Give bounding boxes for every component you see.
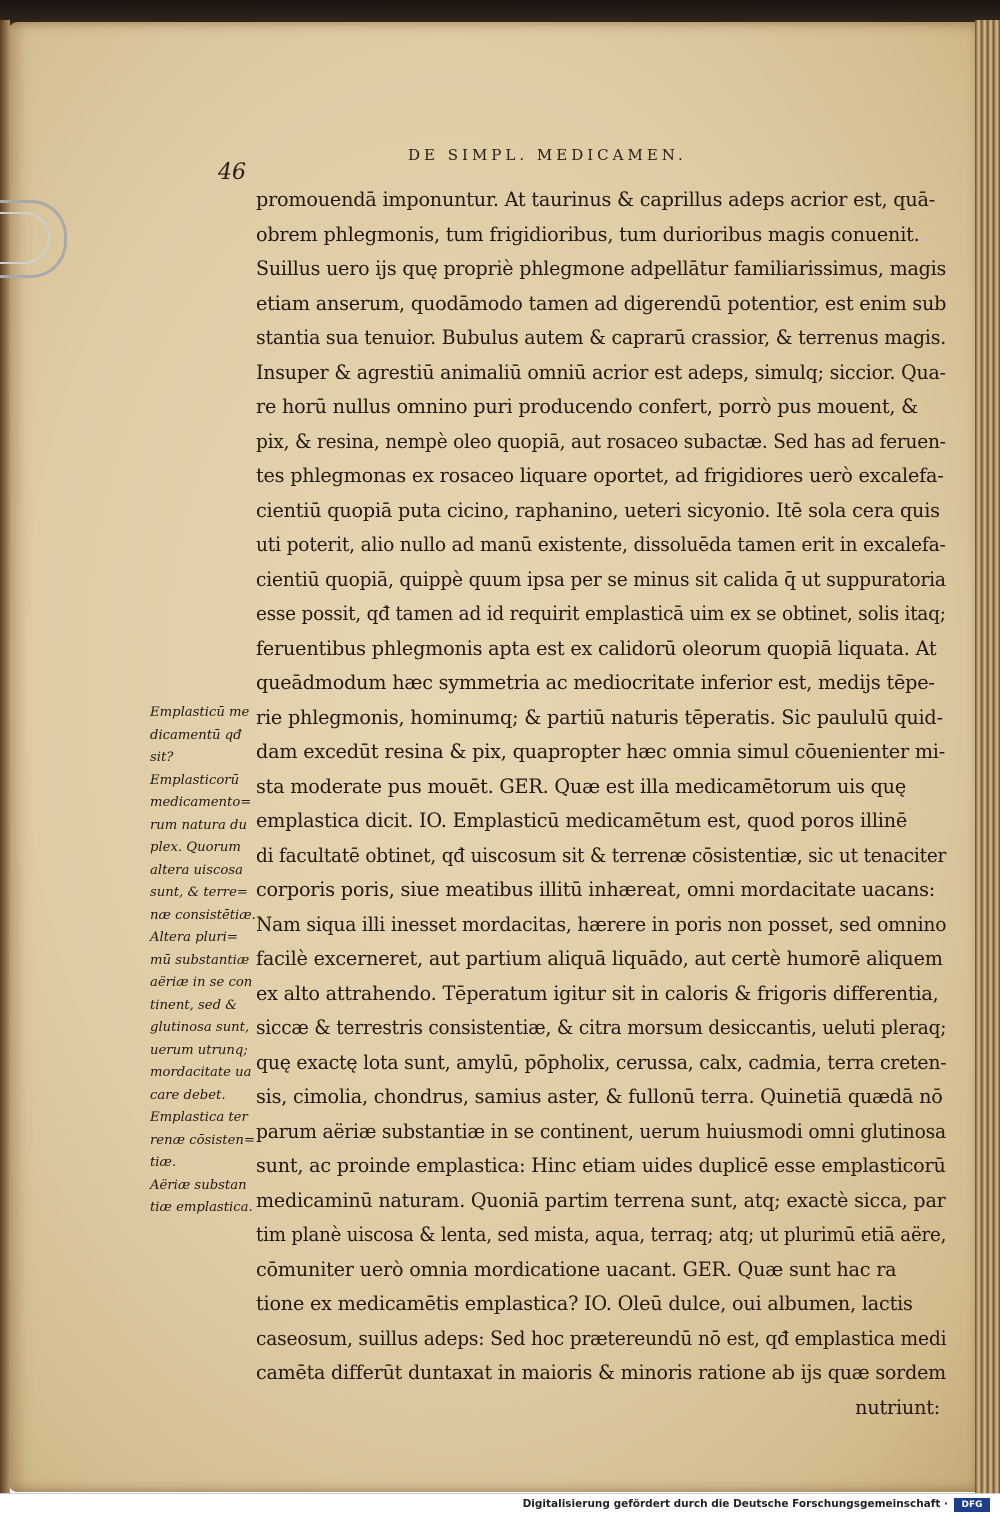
margin-note-line: renæ cōsisten=: [150, 1132, 255, 1148]
text-line: queādmodum hæc symmetria ac mediocritate inferior est, medijs tēpe-: [256, 671, 935, 694]
text-line: Suillus uero ijs quę propriè phlegmone adpellātur familiarissimus, magis: [256, 257, 947, 280]
margin-note-line: Aëriæ substan: [150, 1177, 247, 1193]
text-line: camēta differūt duntaxat in maioris & minoris ratione ab ijs quæ sordem: [256, 1361, 947, 1384]
margin-note-line: altera uiscosa: [150, 862, 243, 878]
margin-note-line: aëriæ in se con: [150, 975, 253, 990]
margin-note-line: plex. Quorum: [150, 840, 241, 855]
text-line: cientiū quopiā, quippè quum ipsa per se minus sit calida q̄ ut suppuratoria: [256, 567, 946, 591]
margin-note-line: Altera pluri=: [150, 930, 238, 945]
page-number: 46: [218, 160, 246, 185]
footer-strip: [0, 1493, 1000, 1516]
text-line: pix, & resina, nempè oleo quopiā, aut rosaceo subactæ. Sed has ad feruen-: [256, 429, 946, 453]
text-line: di facultatē obtinet, qđ uiscosum sit & terrenæ cōsistentiæ, sic ut tenaciter: [256, 843, 947, 867]
margin-note-line: glutinosa sunt,: [150, 1020, 250, 1035]
text-line: esse possit, qđ tamen ad id requirit emplasticā uim ex se obtinet, solis itaq;: [256, 602, 946, 625]
margin-note-line: næ consistētiæ.: [150, 907, 256, 923]
text-line: Nam siqua illi inesset mordacitas, hærere in poris non posset, sed omnino: [256, 912, 947, 936]
margin-note-line: sit?: [150, 750, 174, 765]
text-line: facilè excerneret, aut partium aliquā liquādo, aut certè humorē aliquem: [256, 947, 943, 970]
catchword: nutriunt:: [855, 1395, 940, 1419]
text-line: quę exactę lota sunt, amylū, pōpholix, cerussa, calx, cadmia, terra creten-: [256, 1050, 947, 1074]
margin-note-line: Emplastica ter: [150, 1110, 248, 1125]
margin-note-line: rum natura du: [150, 817, 247, 833]
margin-notes: [150, 702, 262, 1220]
footer-credit: Digitalisierung gefördert durch die Deutsche Forschungsgemeinschaft ·: [522, 1498, 948, 1510]
text-line: tim planè uiscosa & lenta, sed mista, aqua, terraq; atq; ut plurimū etiā aëre,: [256, 1223, 947, 1246]
margin-note-line: tinent, sed &: [150, 997, 237, 1013]
text-line: re horū nullus omnino puri producendo confert, porrò pus mouent, &: [256, 395, 919, 418]
text-line: uti poterit, alio nullo ad manū existente, dissoluēda tamen erit in excalefa-: [256, 533, 946, 556]
margin-note-line: tiæ emplastica.: [150, 1200, 253, 1215]
text-line: etiam anserum, quodāmodo tamen ad digerendū potentior, est enim sub: [256, 291, 947, 315]
text-line: rie phlegmonis, hominumq; & partiū naturis tēperatis. Sic paululū quid-: [256, 705, 943, 729]
margin-note-line: Emplasticorū: [150, 772, 240, 788]
text-line: emplastica dicit. IO. Emplasticū medicamētum est, quod poros illinē: [256, 809, 908, 832]
text-line: sunt, ac proinde emplastica: Hinc etiam uides duplicē esse emplasticorū: [256, 1154, 946, 1177]
main-text-block: [256, 183, 946, 1425]
margin-note-line: Emplasticū me: [150, 705, 250, 720]
margin-note-line: uerum utrunq;: [150, 1042, 248, 1058]
margin-note-line: care debet.: [150, 1087, 226, 1103]
margin-note-line: sunt, & terre=: [150, 885, 248, 900]
text-line: medicaminū naturam. Quoniā partim terrena sunt, atq; exactè sicca, par: [256, 1188, 946, 1212]
margin-note-line: medicamento=: [150, 795, 252, 810]
text-line: cōmuniter uerò omnia mordicatione uacant. GER. Quæ sunt hac ra: [256, 1257, 897, 1281]
text-line: obrem phlegmonis, tum frigidioribus, tum durioribus magis conuenit.: [256, 222, 920, 246]
text-line: sta moderate pus mouēt. GER. Quæ est illa medicamētorum uis quę: [256, 774, 906, 798]
margin-note-line: dicamentū qđ: [150, 727, 242, 743]
text-line: tione ex medicamētis emplastica? IO. Oleū dulce, oui albumen, lactis: [256, 1292, 913, 1315]
text-line: promouendā imponuntur. At taurinus & caprillus adeps acrior est, quā-: [256, 188, 936, 211]
text-line: sis, cimolia, chondrus, samius aster, & fullonū terra. Quinetiā quædā nō: [256, 1085, 943, 1108]
text-line: ex alto attrahendo. Tēperatum igitur sit in caloris & frigoris differentia,: [256, 981, 939, 1005]
text-line: Insuper & agrestiū animaliū omniū acrior est adeps, simulq; siccior. Qua-: [256, 360, 946, 384]
text-line: cientiū quopiā puta cicino, raphanino, ueteri sicyonio. Itē sola cera quis: [256, 498, 940, 522]
text-line: corporis poris, siue meatibus illitū inhæreat, omni mordacitate uacans:: [256, 878, 936, 901]
margin-note-line: tiæ.: [150, 1155, 177, 1170]
margin-note-line: mū substantiæ: [150, 952, 250, 968]
text-line: stantia sua tenuior. Bubulus autem & caprarū crassior, & terrenus magis.: [256, 326, 946, 349]
text-line: feruentibus phlegmonis apta est ex calidorū oleorum quopiā liquata. At: [256, 636, 937, 660]
text-line: siccæ & terrestris consistentiæ, & citra morsum desiccantis, ueluti pleraq;: [256, 1016, 947, 1039]
book-page-edges: [975, 20, 1000, 1495]
paper-clip-inner: [0, 212, 50, 264]
running-head: DE SIMPL. MEDICAMEN.: [408, 146, 687, 164]
margin-note-line: mordacitate ua: [150, 1065, 252, 1080]
dfg-logo: DFG: [954, 1498, 990, 1512]
text-line: caseosum, suillus adeps: Sed hoc prætereundū nō est, qđ emplastica medi: [256, 1326, 947, 1350]
text-line: dam excedūt resina & pix, quapropter hæc omnia simul cōuenienter mi-: [256, 740, 946, 763]
text-line: tes phlegmonas ex rosaceo liquare oportet, ad frigidiores uerò excalefa-: [256, 464, 944, 487]
text-line: parum aëriæ substantiæ in se continent, uerum huiusmodi omni glutinosa: [256, 1119, 946, 1143]
